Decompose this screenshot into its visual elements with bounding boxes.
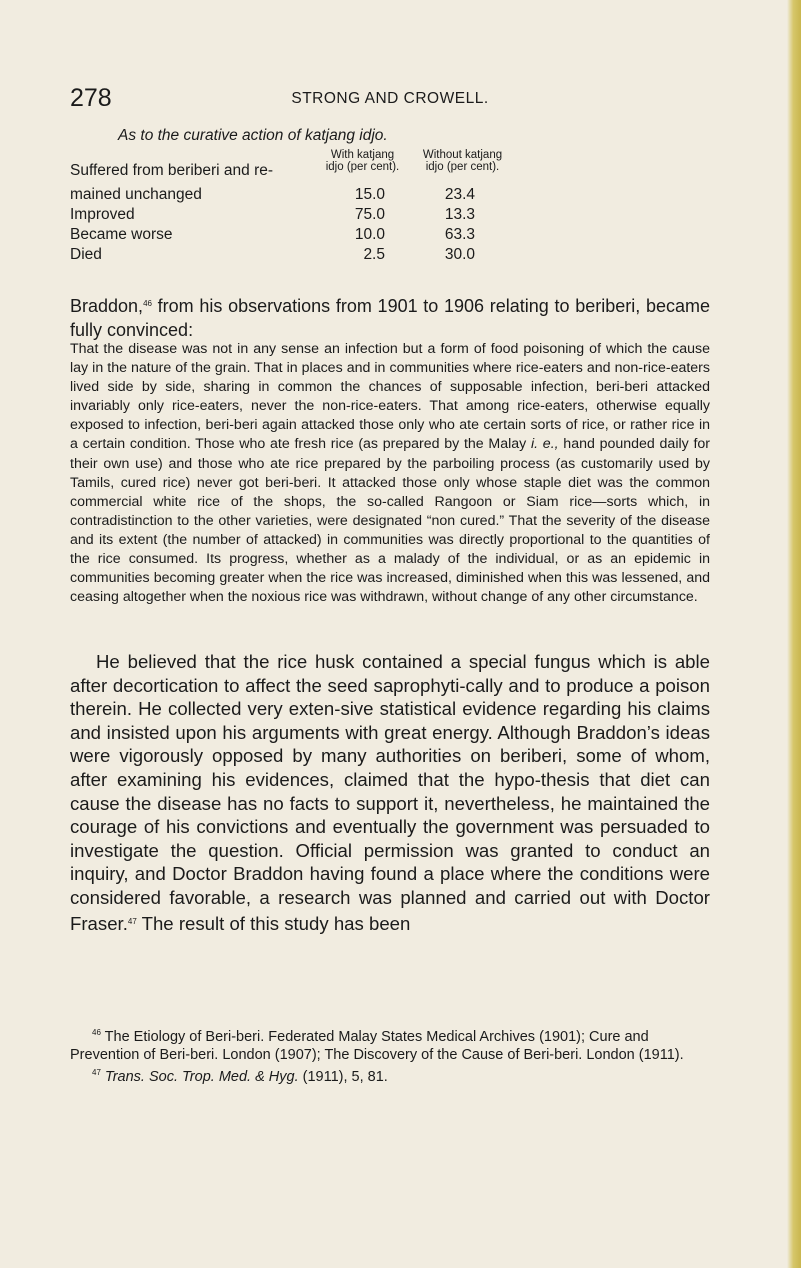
column-header-without-line1: Without katjang xyxy=(422,149,503,161)
column-header-with-line2: idjo (per cent). xyxy=(325,161,400,173)
page-number: 278 xyxy=(70,84,112,112)
column-header-without xyxy=(415,149,510,173)
quote-part1: That the disease was not in any sense an infection but a form of food poisoning of which the cause lay in the nature of the grain. That in places and in communities where rice-eaters and non-rice-eaters lived side by side, sharing in common the chances of supposable infection, beri-beri attacked invariably only rice-eaters, never the non-rice-eaters. That among rice-eaters, otherwise equally exposed to infection, beri-beri again attacked those only who ate certain sorts of rice, or rather rice in a certain condition. Those who ate fresh rice (as prepared by the Malay xyxy=(70,341,710,453)
table-row xyxy=(70,206,710,226)
footnote-ref-47: 47 xyxy=(127,916,137,926)
value-with: 15.0 xyxy=(354,186,385,203)
footnote-number: 46 xyxy=(92,1028,101,1037)
footnotes xyxy=(70,1024,710,1086)
footnote-journal: Trans. Soc. Trop. Med. & Hyg. xyxy=(100,1069,299,1085)
value-with: 10.0 xyxy=(354,226,385,243)
quote-italic: i. e., xyxy=(530,436,559,453)
row-label: mained unchanged xyxy=(70,186,202,203)
value-without: 63.3 xyxy=(444,226,475,243)
table-row xyxy=(70,246,710,266)
column-header-with xyxy=(320,149,405,173)
lead-paragraph-before: Braddon, xyxy=(70,296,144,316)
caption-prefix: As to the curative action of xyxy=(118,127,305,144)
lead-paragraph-after: from his observations from 1901 to 1906 relating to beriberi, became fully convinced: xyxy=(70,296,710,340)
body-paragraph-after: The result of this study has been xyxy=(136,912,411,934)
lead-paragraph xyxy=(70,292,710,342)
body-paragraph xyxy=(70,650,710,935)
row-lead-label: Suffered from beriberi and re- xyxy=(70,162,274,179)
table-caption xyxy=(118,127,388,145)
value-without: 30.0 xyxy=(444,246,475,263)
footnote-ref-46: 46 xyxy=(143,299,152,308)
row-label: Died xyxy=(70,246,102,263)
footnote xyxy=(70,1064,710,1086)
value-with: 2.5 xyxy=(363,246,385,263)
footnote xyxy=(70,1024,710,1064)
row-label: Became worse xyxy=(70,226,173,243)
block-quote xyxy=(70,340,710,607)
footnote-number: 47 xyxy=(92,1068,101,1077)
column-header-with-line1: With katjang xyxy=(330,149,395,161)
running-head: STRONG AND CROWELL. xyxy=(291,90,489,107)
page-edge xyxy=(787,0,801,1268)
body-paragraph-before: He believed that the rice husk contained a special fungus which is able after decortication to affect the seed saprophyti-cally and to produce a poison therein. He collected very exten-sive statistical evidence regarding his claims and insisted upon his arguments with great energy. Although Braddon’s ideas were vigorously opposed by many authorities on beriberi, some of whom, after examining his evidences, claimed that the hypo-thesis that diet can cause the disease has no facts to support it, nevertheless, he maintained the courage of his convictions and eventually the government was persuaded to investigate the question. Official permission was granted to conduct an inquiry, and Doctor Braddon having found a place where the conditions were considered favorable, a research was planned and carried out with Doctor Fraser. xyxy=(70,651,710,934)
page-header xyxy=(70,84,710,114)
caption-italic: katjang idjo. xyxy=(304,127,388,144)
table-row xyxy=(70,186,710,206)
value-with: 75.0 xyxy=(354,206,385,223)
column-header-without-line2: idjo (per cent). xyxy=(425,161,500,173)
table-row xyxy=(70,226,710,246)
value-without: 13.3 xyxy=(444,206,475,223)
row-label: Improved xyxy=(70,206,135,223)
quote-part2: hand pounded daily for their own use) and those who ate rice prepared by the parboiling process (as customarily used by Tamils, cured rice) never got beri-beri. It attacked those only whose staple diet was the common commercial white rice of the shops, the so-called Rangoon or Siam rice—sorts which, in contradistinction to the other varieties, were designated “non cured.” That the severity of the disease and its extent (the number of attacked) in communities was directly proportional to the quantities of the rice consumed. Its progress, whether as a malady of the individual, or as an epidemic in communities becoming greater when the rice was increased, diminished when this was lessened, and ceasing altogether when the noxious rice was withdrawn, without change of any other circumstance. xyxy=(70,436,710,606)
value-without: 23.4 xyxy=(444,186,475,203)
footnote-text: (1911), 5, 81. xyxy=(298,1069,388,1085)
footnote-text: The Etiology of Beri-beri. Federated Malay States Medical Archives (1901); Cure and Prevention of Beri-beri. London (1907); The Discovery of the Cause of Beri-beri. London (1911). xyxy=(70,1029,684,1063)
